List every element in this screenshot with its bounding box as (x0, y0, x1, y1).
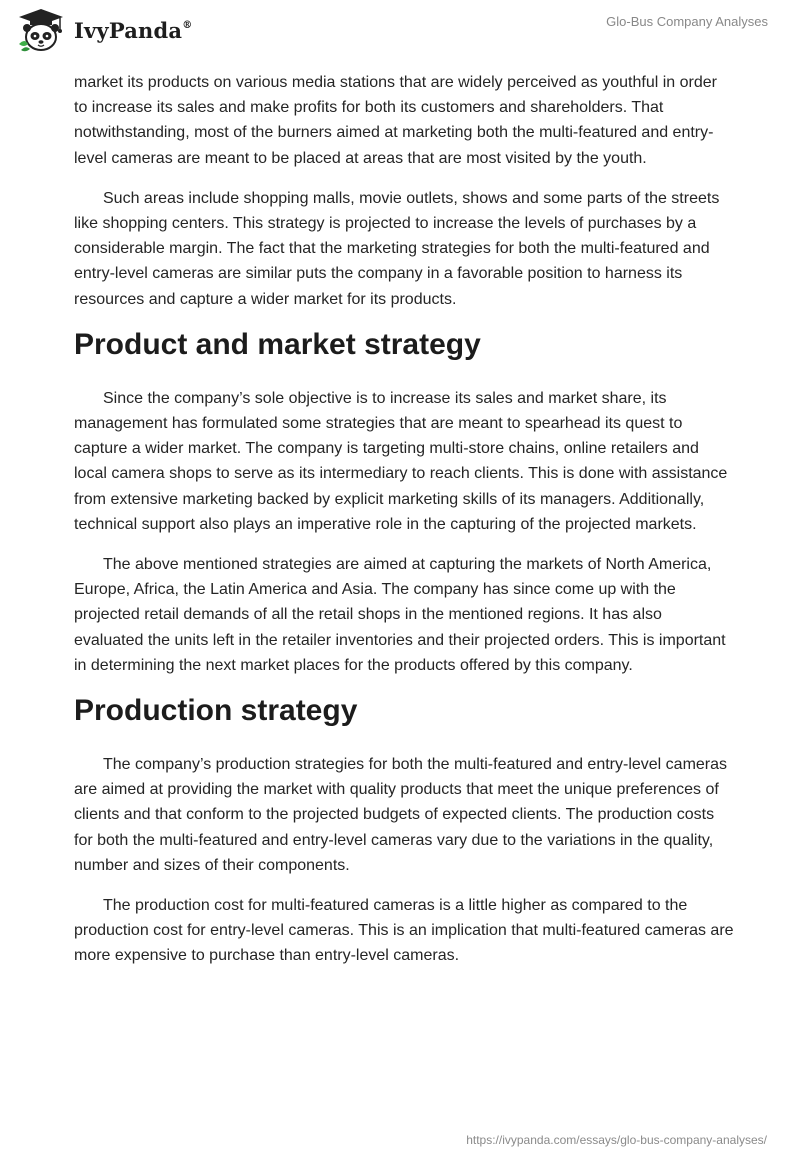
document-title: Glo-Bus Company Analyses (606, 14, 768, 29)
section-heading: Production strategy (74, 694, 358, 728)
section-heading: Product and market strategy (74, 327, 481, 361)
article-body (74, 70, 734, 984)
paragraph: The company’s production strategies for both the multi-featured and entry-level cameras are aimed at providing the market with quality products that meet the unique preferences of clients and that conform to the projected budgets of expected clients. The production costs for both the multi-featured and entry-level cameras vary due to the variations in the quality, number and sizes of their components. (74, 756, 728, 874)
source-url[interactable]: https://ivypanda.com/essays/glo-bus-company-analyses/ (466, 1133, 767, 1147)
brand-name: IvyPanda® (74, 17, 193, 43)
paragraph: The production cost for multi-featured cameras is a little higher as compared to the production cost for entry-level cameras. This is an implication that multi-featured cameras are more expensive to purchase than entry-level cameras. (74, 897, 734, 965)
page-header (0, 0, 800, 66)
brand-logo[interactable] (16, 8, 192, 52)
paragraph: Such areas include shopping malls, movie outlets, shows and some parts of the streets like shopping centers. This strategy is projected to increase the levels of purchases by a considerable margin. The fact that the marketing strategies for both the multi-featured and entry-level cameras are similar puts the company in a favorable position to harness its resources and capture a wider market for its products. (74, 189, 720, 308)
panda-graduate-icon (16, 8, 66, 52)
paragraph: The above mentioned strategies are aimed at capturing the markets of North America, Europe, Africa, the Latin America and Asia. The company has since come up with the projected retail demands of all the retail shops in the mentioned regions. It has also evaluated the units left in the retailer inventories and their projected orders. This is important in determining the next market places for the products offered by this company. (74, 556, 726, 674)
paragraph: Since the company’s sole objective is to increase its sales and market share, its management has formulated some strategies that are meant to spearhead its quest to capture a wider market. The company is targeting multi-store chains, online retailers and local camera shops to serve as its intermediary to reach clients. This is done with assistance from extensive marketing backed by explicit marketing skills of its managers. Additionally, technical support also plays an imperative role in the capturing of the projected markets. (74, 389, 728, 533)
paragraph: market its products on various media stations that are widely perceived as youthful in order to increase its sales and make profits for both its customers and shareholders. That notwithstanding, most of the burners aimed at marketing both the multi-featured and entry-level cameras are meant to be placed at areas that are most visited by the youth. (74, 74, 717, 167)
